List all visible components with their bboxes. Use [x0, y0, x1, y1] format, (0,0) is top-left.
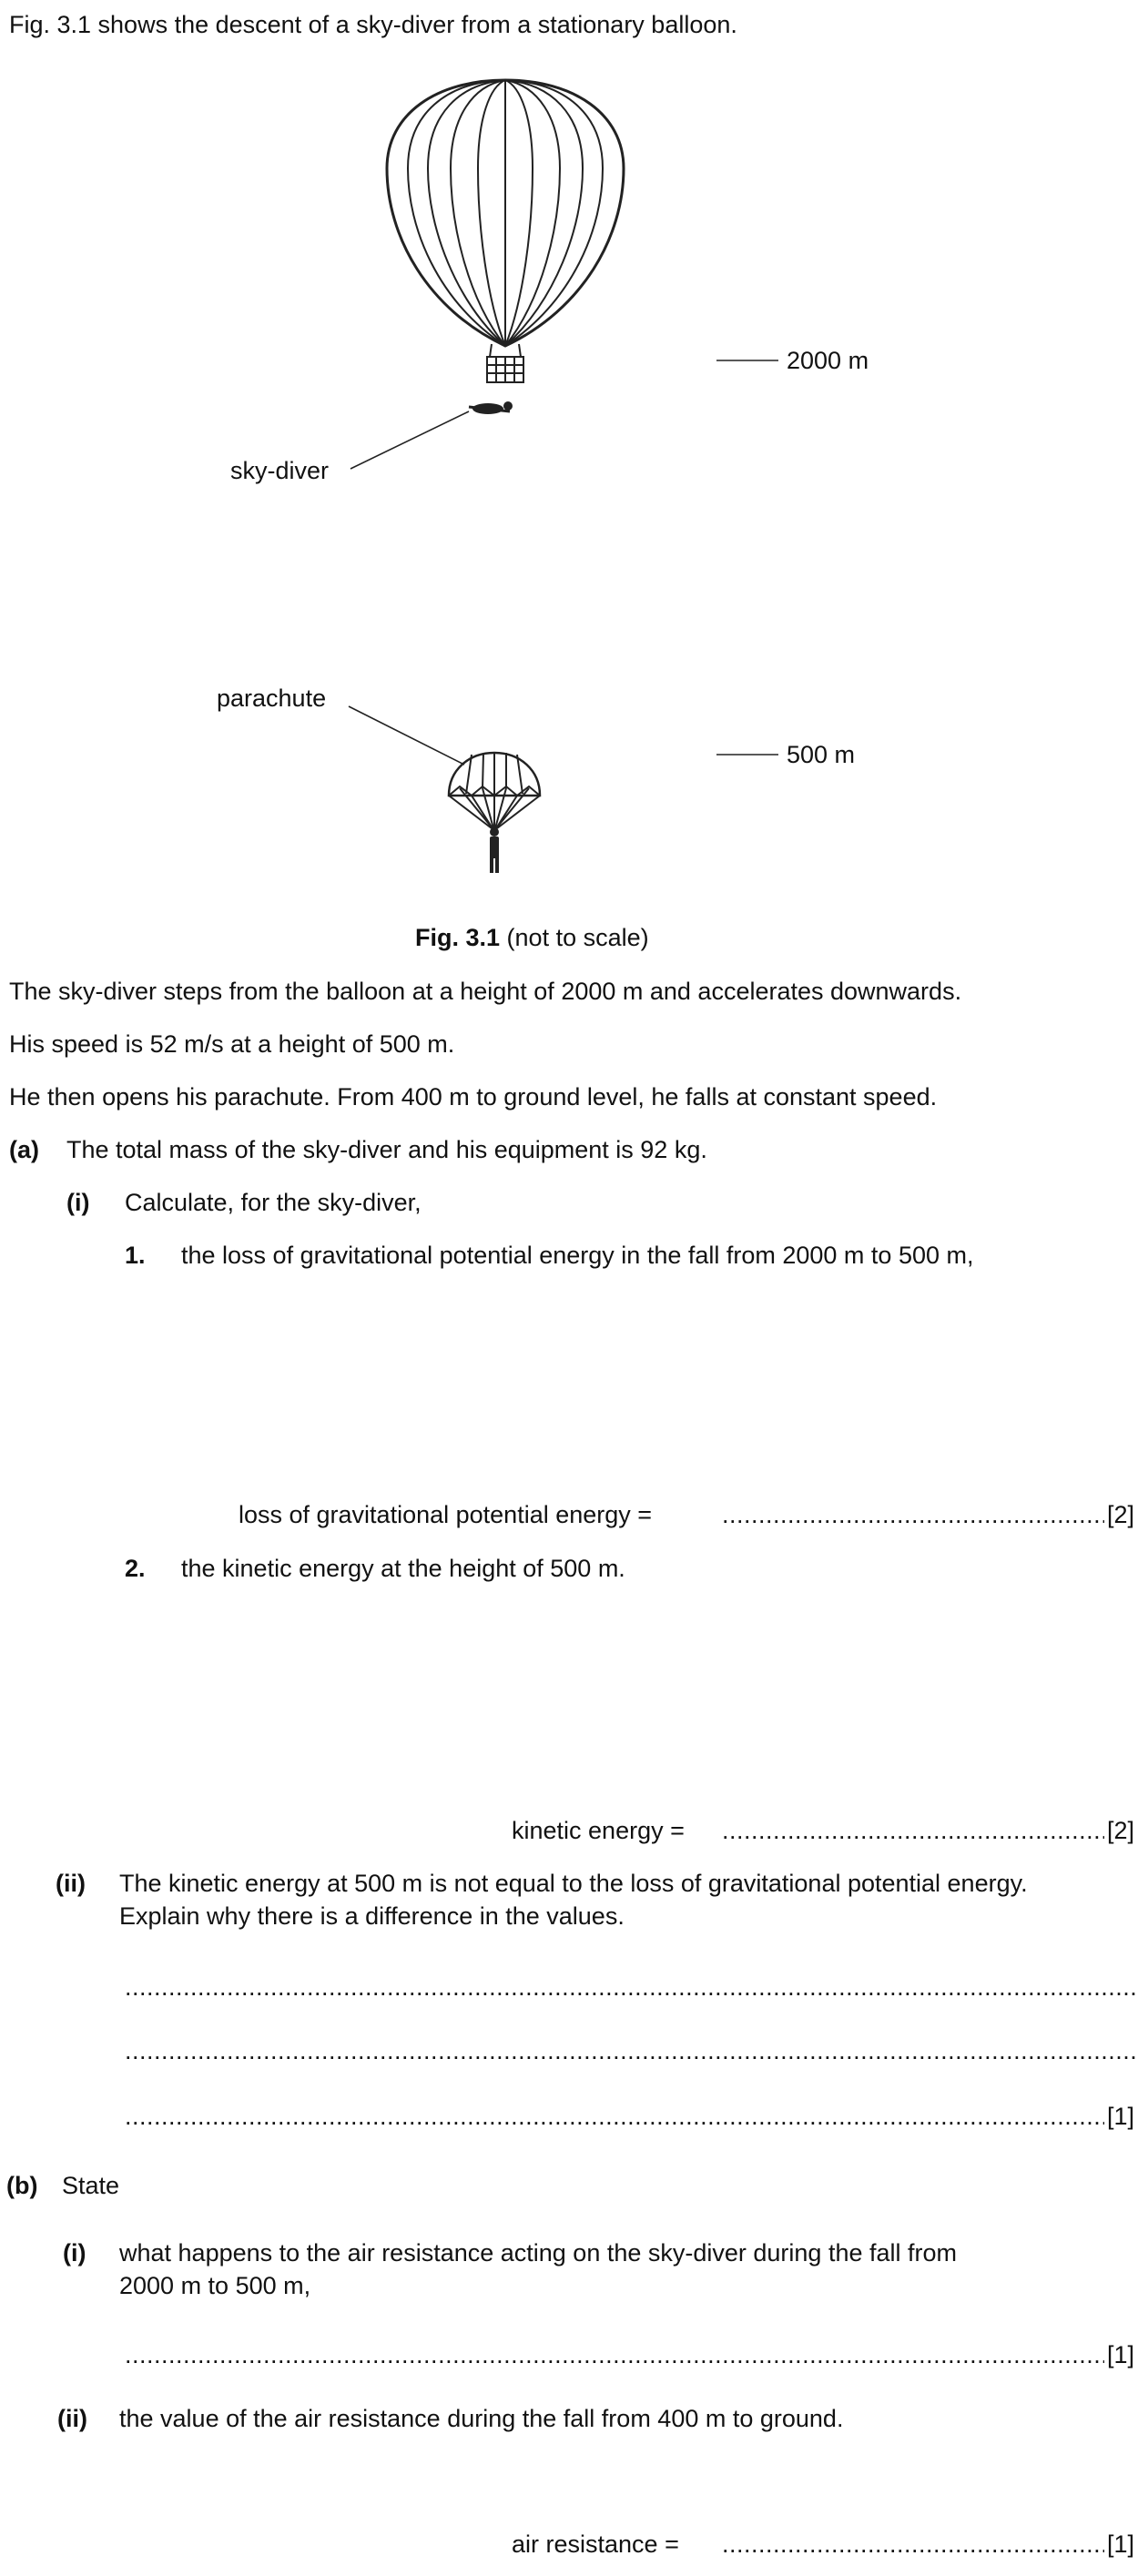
part-a-ii-line-1: The kinetic energy at 500 m is not equal to the loss of gravitational potential energy. — [119, 1870, 1028, 1897]
part-b-i-line-1: what happens to the air resistance acting on the sky-diver during the fall from — [119, 2239, 957, 2267]
part-b-ii-text: the value of the air resistance during the fall from 400 m to ground. — [119, 2405, 844, 2432]
part-b-label: (b) — [6, 2172, 38, 2199]
explain-answer-line-2[interactable] — [125, 2035, 1137, 2066]
gpe-answer-field[interactable] — [722, 1499, 1104, 1530]
air-resistance-answer-label: air resistance = — [512, 2530, 679, 2558]
question-2-number: 2. — [125, 1555, 146, 1582]
paragraph-1: The sky-diver steps from the balloon at a height of 2000 m and accelerates downwards. — [9, 978, 962, 1005]
skydiver-label: sky-diver — [230, 457, 330, 484]
height-label-500: 500 m — [787, 741, 856, 768]
figure-3-1 — [0, 0, 1148, 910]
skydiver-leader-line — [350, 411, 469, 469]
air-resistance-change-answer[interactable] — [125, 2339, 1104, 2370]
paragraph-3: He then opens his parachute. From 400 m to ground level, he falls at constant speed. — [9, 1083, 938, 1111]
question-1-text: the loss of gravitational potential energy in the fall from 2000 m to 500 m, — [181, 1242, 974, 1269]
skydiver-icon — [469, 401, 513, 414]
part-b-ii-marks: [1] — [1107, 2530, 1135, 2558]
part-b-i-line-2: 2000 m to 500 m, — [119, 2272, 311, 2299]
ke-marks: [2] — [1107, 1817, 1135, 1844]
parachute-leader-line — [349, 706, 464, 765]
intro-text: Fig. 3.1 shows the descent of a sky-diver from a stationary balloon. — [9, 11, 737, 38]
parachutist-icon — [490, 827, 499, 873]
part-b-ii-label: (ii) — [57, 2405, 87, 2432]
explain-marks: [1] — [1107, 2103, 1135, 2130]
part-b-i-label: (i) — [63, 2239, 86, 2267]
part-b-i-marks: [1] — [1107, 2341, 1135, 2368]
part-b-text: State — [62, 2172, 120, 2199]
ke-answer-label: kinetic energy = — [512, 1817, 685, 1844]
figure-caption — [415, 922, 649, 953]
gpe-answer-label: loss of gravitational potential energy = — [239, 1501, 653, 1528]
part-a-i-label: (i) — [66, 1189, 90, 1216]
parachute-label: parachute — [217, 685, 327, 712]
paragraph-2: His speed is 52 m/s at a height of 500 m. — [9, 1030, 455, 1058]
figure-caption-number: Fig. 3.1 — [415, 924, 501, 951]
air-resistance-answer-field[interactable] — [722, 2529, 1104, 2560]
question-1-number: 1. — [125, 1242, 146, 1269]
ke-answer-field[interactable] — [722, 1815, 1104, 1846]
height-label-2000: 2000 m — [787, 347, 869, 374]
balloon-illustration — [387, 80, 624, 382]
part-a-label: (a) — [9, 1136, 39, 1163]
explain-answer-line-1[interactable] — [125, 1972, 1137, 2003]
part-a-ii-label: (ii) — [56, 1870, 86, 1897]
part-a-i-text: Calculate, for the sky-diver, — [125, 1189, 422, 1216]
figure-caption-note: (not to scale) — [506, 924, 649, 951]
explain-answer-line-3[interactable] — [125, 2101, 1104, 2132]
question-2-text: the kinetic energy at the height of 500 m. — [181, 1555, 625, 1582]
part-a-ii-line-2: Explain why there is a difference in the values. — [119, 1902, 625, 1930]
part-a-text: The total mass of the sky-diver and his equipment is 92 kg. — [66, 1136, 707, 1163]
gpe-marks: [2] — [1107, 1501, 1135, 1528]
